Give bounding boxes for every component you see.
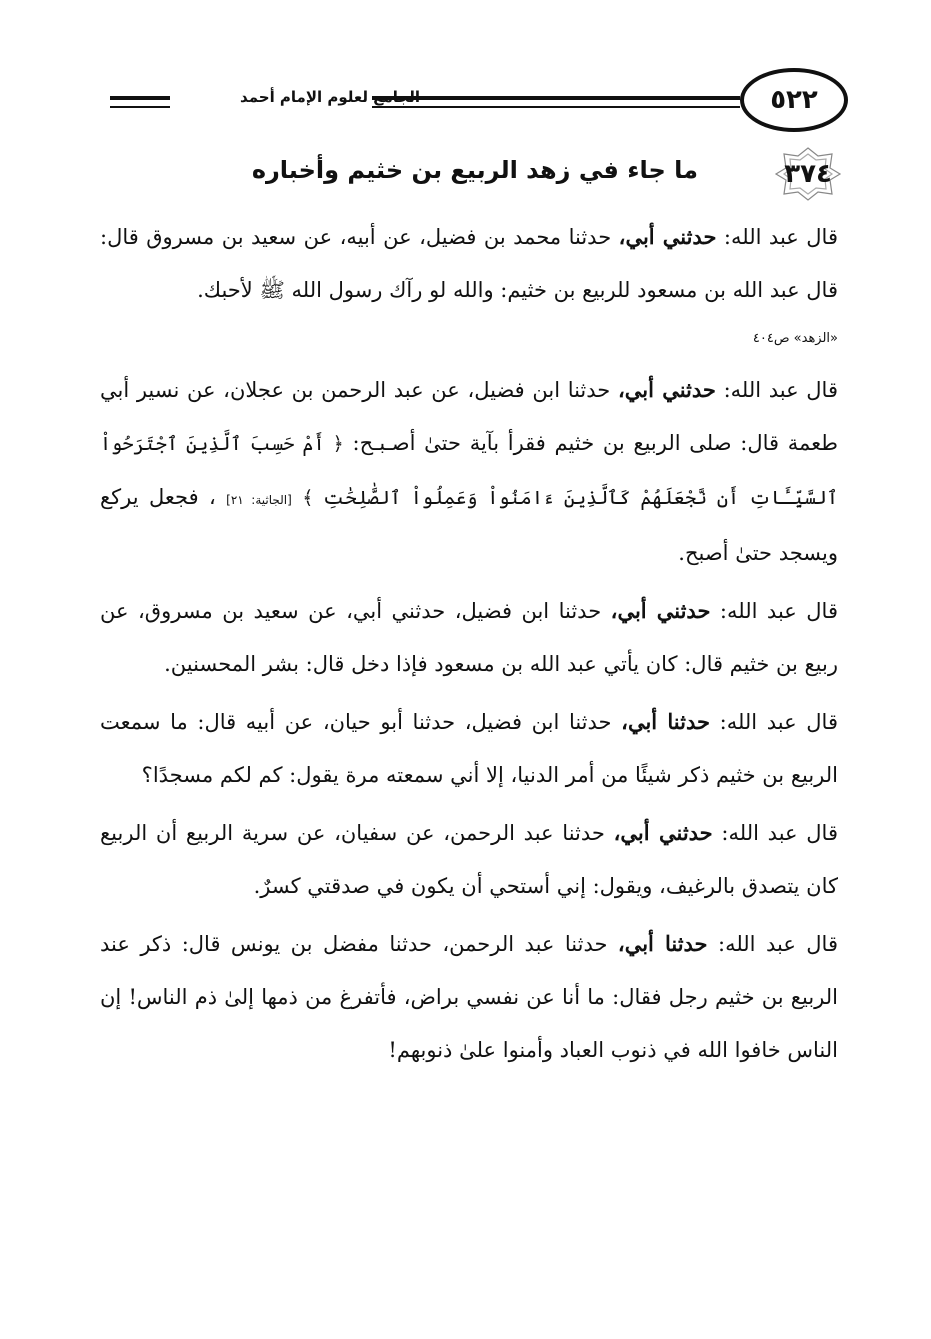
running-title: الجامع لعلوم الإمام أحمد xyxy=(240,88,420,106)
narration-intro: قال عبد الله: xyxy=(718,932,838,956)
quran-verse: ﴿ أَمْ حَسِبَ ٱلَّذِينَ ٱجْتَرَحُواْ ٱلسَّيِّـَٔاتِ أَن نَّجْعَلَهُمْ كَٱلَّذِينَ ءَامَنُواْ وَعَمِلُواْ ٱلصَّٰلِحَٰتِ ﴾ xyxy=(100,433,838,509)
section-number: ٣٧٤ xyxy=(784,159,832,189)
source-note: «الزهد» ص٤٠٤ xyxy=(752,331,838,346)
narration-text-after: ، فجعل يركع ويسجد حتىٰ أصبح. xyxy=(100,485,838,565)
page-header xyxy=(100,66,845,146)
narration-4 xyxy=(100,695,838,802)
narration-text: حدثنا عبد الرحمن، عن سفيان، عن سرية الربيع أن الربيع كان يتصدق بالرغيف، ويقول: إني أستحي أن يكون في صدقتي كسرٌ. xyxy=(100,821,838,898)
narration-chain: حدثني أبي، xyxy=(610,598,711,623)
narration-chain: حدثني أبي، xyxy=(617,377,716,402)
narration-intro: قال عبد الله: xyxy=(723,225,838,249)
narration-3 xyxy=(100,584,838,691)
section-heading xyxy=(100,150,848,210)
narration-text: حدثنا عبد الرحمن، حدثنا مفضل بن يونس قال: ذكر عند الربيع بن خثيم رجل فقال: ما أنا عن نفسي براض، فأتفرغ من ذمها إلىٰ ذم الناس! إن الناس خافوا الله في ذنوب العباد وأمنوا علىٰ ذنوبهم! xyxy=(100,932,838,1062)
narration-2 xyxy=(100,363,838,580)
section-title: ما جاء في زهد الربيع بن خثيم وأخباره xyxy=(251,156,698,184)
narration-5 xyxy=(100,806,838,913)
header-rule-left xyxy=(110,96,170,100)
header-rule-left-thin xyxy=(110,106,170,108)
narration-intro: قال عبد الله: xyxy=(721,821,838,845)
narration-intro: قال عبد الله: xyxy=(719,710,838,734)
header-rule-middle-thin xyxy=(372,106,740,108)
verse-reference: [الجاثية: ٢١] xyxy=(226,493,292,507)
narration-chain: حدثنا أبي، xyxy=(617,931,708,956)
page-body xyxy=(100,210,838,1077)
narration-chain: حدثنا أبي، xyxy=(621,709,710,734)
narration-1 xyxy=(100,210,838,317)
page-number: ٥٢٢ xyxy=(740,68,848,132)
narration-text: حدثنا محمد بن فضيل، عن أبيه، عن سعيد بن مسروق قال: قال عبد الله بن مسعود للربيع بن خثيم: والله لو رآك رسول الله ﷺ لأحبك. xyxy=(100,225,838,302)
narration-chain: حدثني أبي، xyxy=(618,224,717,249)
narration-text: حدثنا ابن فضيل، عن عبد الرحمن بن عجلان، عن نسير أبي طعمة قال: صلى الربيع بن خثيم فقرأ بآية حتىٰ أصـبـح: xyxy=(100,378,839,455)
narration-intro: قال عبد الله: xyxy=(719,599,838,623)
narration-text: حدثنا ابن فضيل، حدثني أبي، عن سعيد بن مسروق، عن ربيع بن خثيم قال: كان يأتي عبد الله بن مسعود فإذا دخل قال: بشر المحسنين. xyxy=(100,599,838,676)
narration-intro: قال عبد الله: xyxy=(723,378,838,402)
narration-6 xyxy=(100,917,838,1077)
narration-text: حدثنا ابن فضيل، حدثنا أبو حيان، عن أبيه قال: ما سمعت الربيع بن خثيم ذكر شيئًا من أمر الدنيا، إلا أني سمعته مرة يقول: كم لكم مسجدًا؟ xyxy=(100,710,838,787)
narration-chain: حدثني أبي، xyxy=(613,820,713,845)
